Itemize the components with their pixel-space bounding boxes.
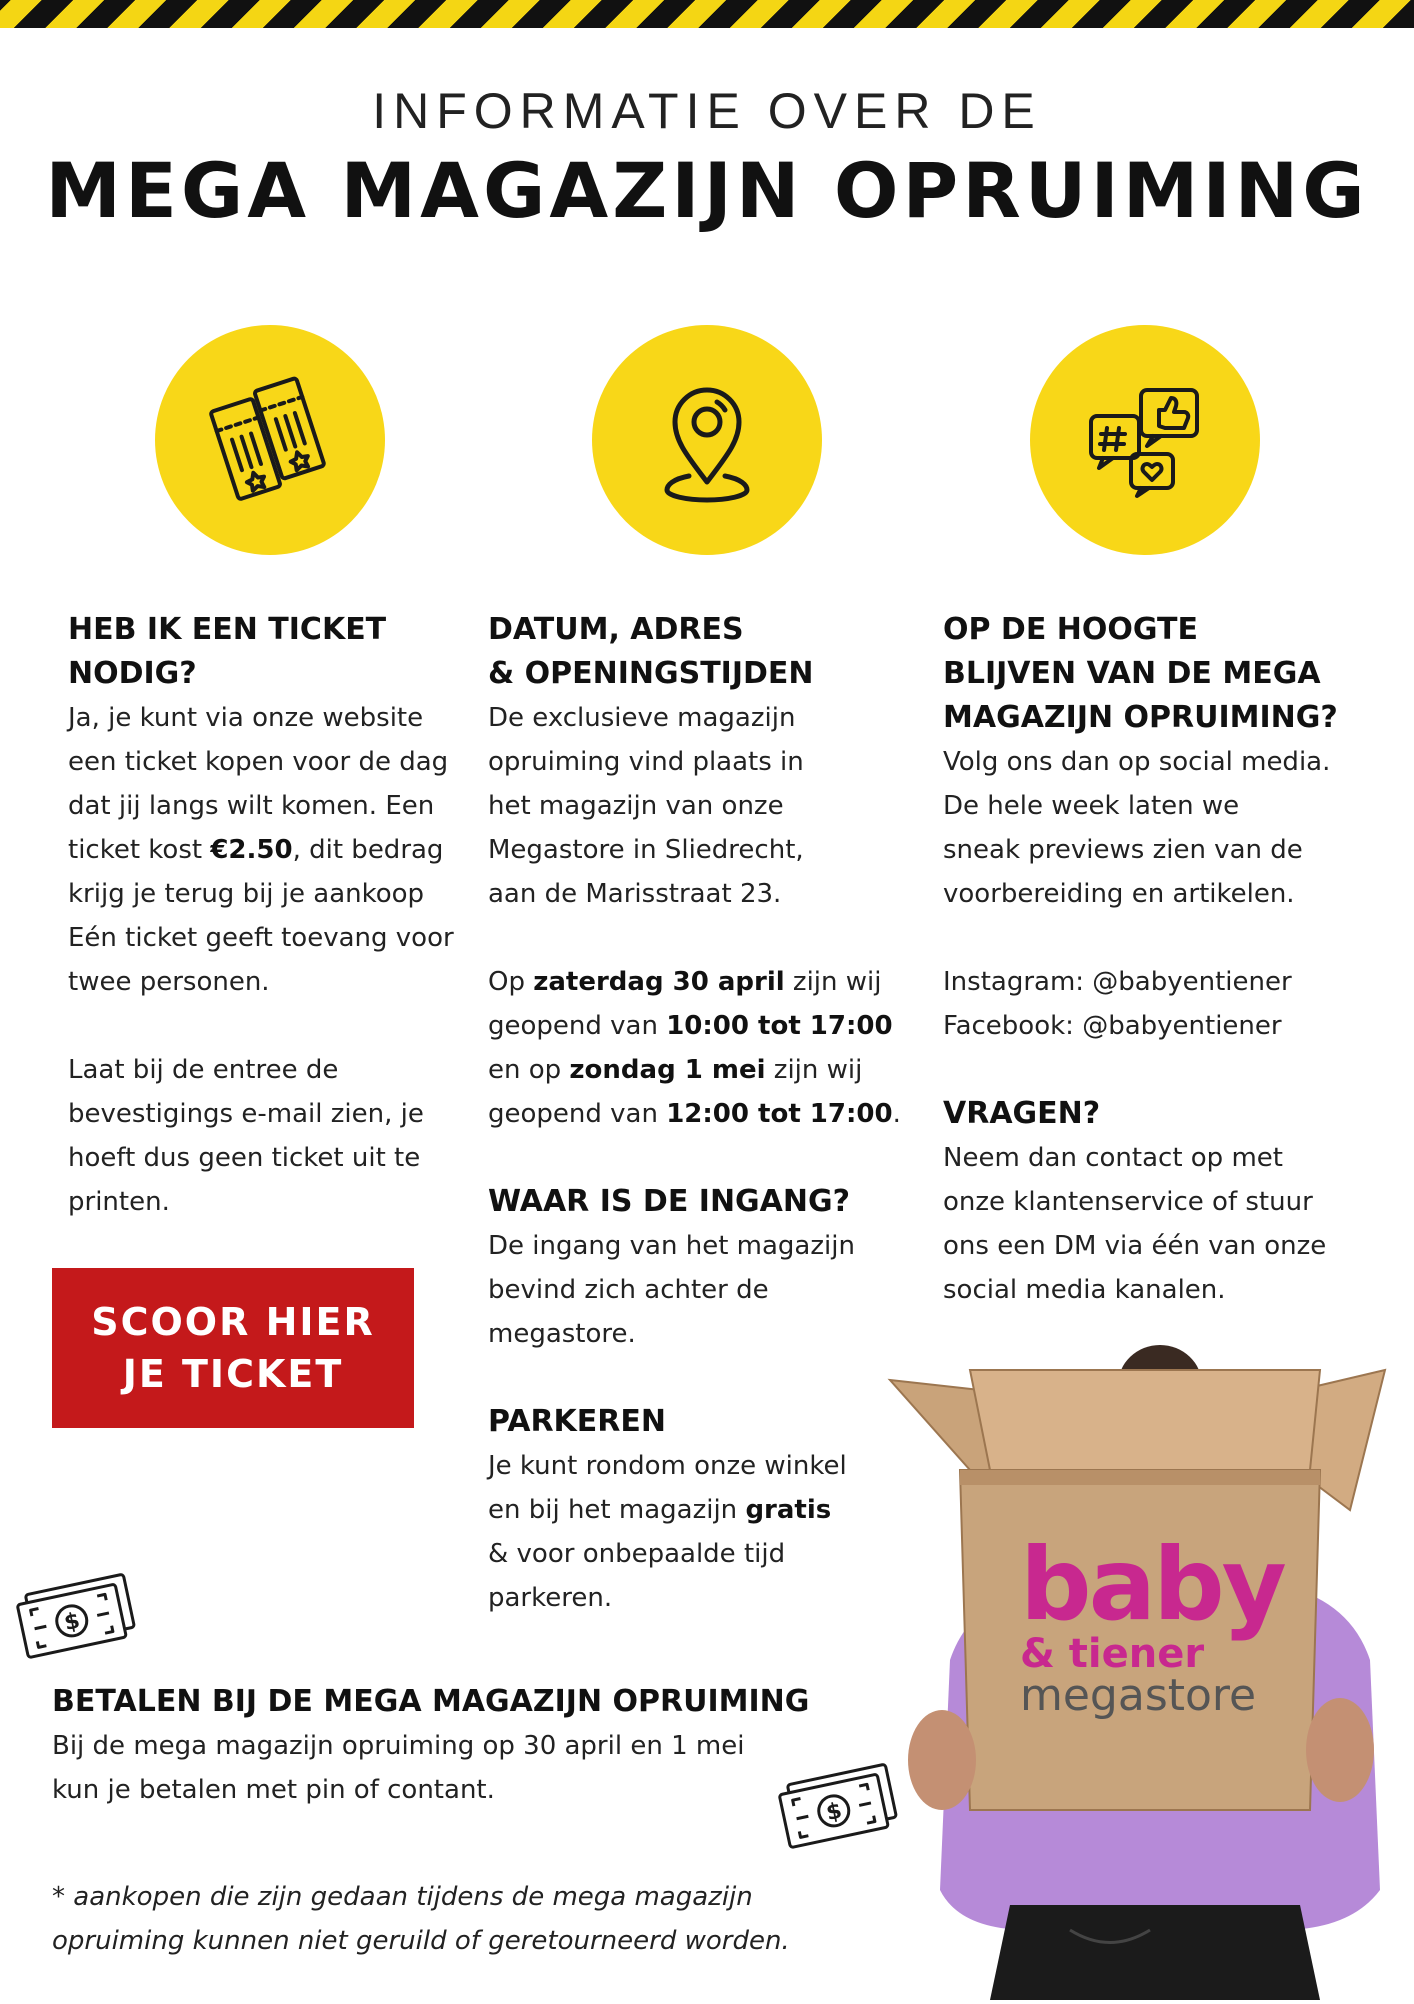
ticket-text: Ja, je kunt via onze website een ticket kopen voor de dag dat jij langs wilt komen. Een ticket kost €2.50, dit bedrag krijg je terug bij je aankoop Eén ticket geeft toevang voor twee personen. xyxy=(68,703,454,997)
svg-text:$: $ xyxy=(823,1798,845,1827)
social-text: Volg ons dan op social media. De hele week laten we sneak previews zien van de voorbereiding en artikelen. xyxy=(943,747,1331,909)
parking-text: Je kunt rondom onze winkel en bij het magazijn gratis & voor onbepaalde tijd parkeren. xyxy=(488,1451,847,1613)
payment-heading: BETALEN BIJ DE MEGA MAGAZIJN OPRUIMING xyxy=(52,1684,810,1719)
payment-section xyxy=(52,1680,912,1812)
entrance-heading: WAAR IS DE INGANG? xyxy=(488,1184,851,1219)
address-text: De exclusieve magazijn opruiming vind plaats in het magazijn van onze Megastore in Sliedrecht, aan de Marisstraat 23. xyxy=(488,703,804,909)
social-heading: OP DE HOOGTE BLIJVEN VAN DE MEGA MAGAZIJN OPRUIMING? xyxy=(943,612,1338,735)
ticket-section xyxy=(68,608,468,1224)
logo-tiener: & tiener xyxy=(1020,1631,1205,1677)
tickets-icon-circle xyxy=(155,325,385,555)
ticket-heading: HEB IK EEN TICKET NODIG? xyxy=(68,612,387,691)
logo-baby: baby xyxy=(1020,1526,1284,1643)
money-bill-icon xyxy=(8,1565,143,1660)
hazard-stripe xyxy=(0,0,1414,28)
date-section xyxy=(488,608,908,1620)
questions-heading: VRAGEN? xyxy=(943,1096,1101,1131)
ticket-price: €2.50 xyxy=(210,835,293,865)
date-heading: DATUM, ADRES & OPENINGSTIJDEN xyxy=(488,612,814,691)
instagram-handle[interactable]: Instagram: @babyentiener xyxy=(943,967,1292,997)
logo-megastore: megastore xyxy=(1020,1670,1257,1721)
opening-hours-text: Op zaterdag 30 april zijn wij geopend van 10:00 tot 17:00 en op zondag 1 mei zijn wij geopend van 12:00 tot 17:00. xyxy=(488,967,901,1129)
svg-text:$: $ xyxy=(61,1608,83,1637)
ticket-confirmation-text: Laat bij de entree de bevestigings e-mail zien, je hoeft dus geen ticket uit te printen. xyxy=(68,1055,424,1217)
facebook-handle[interactable]: Facebook: @babyentiener xyxy=(943,1011,1282,1041)
person-with-box-image xyxy=(880,1330,1414,2000)
location-icon-circle xyxy=(592,325,822,555)
ticket-cta-button[interactable]: SCOOR HIER JE TICKET xyxy=(52,1268,414,1428)
entrance-text: De ingang van het magazijn bevind zich achter de megastore. xyxy=(488,1231,855,1349)
tickets-icon xyxy=(200,370,340,510)
questions-text: Neem dan contact op met onze klantenservice of stuur ons een DM via één van onze social media kanalen. xyxy=(943,1143,1327,1305)
location-pin-icon xyxy=(637,370,777,510)
page-kicker: INFORMATIE OVER DE xyxy=(372,83,1042,139)
social-section xyxy=(943,608,1383,1312)
social-media-icon xyxy=(1075,370,1215,510)
social-icon-circle xyxy=(1030,325,1260,555)
payment-text: Bij de mega magazijn opruiming op 30 april en 1 mei kun je betalen met pin of contant. xyxy=(52,1731,745,1805)
footnote: * aankopen die zijn gedaan tijdens de mega magazijn opruiming kunnen niet geruild of geretourneerd worden. xyxy=(52,1882,790,1956)
parking-heading: PARKEREN xyxy=(488,1404,666,1439)
page-title: MEGA MAGAZIJN OPRUIMING xyxy=(45,146,1369,235)
